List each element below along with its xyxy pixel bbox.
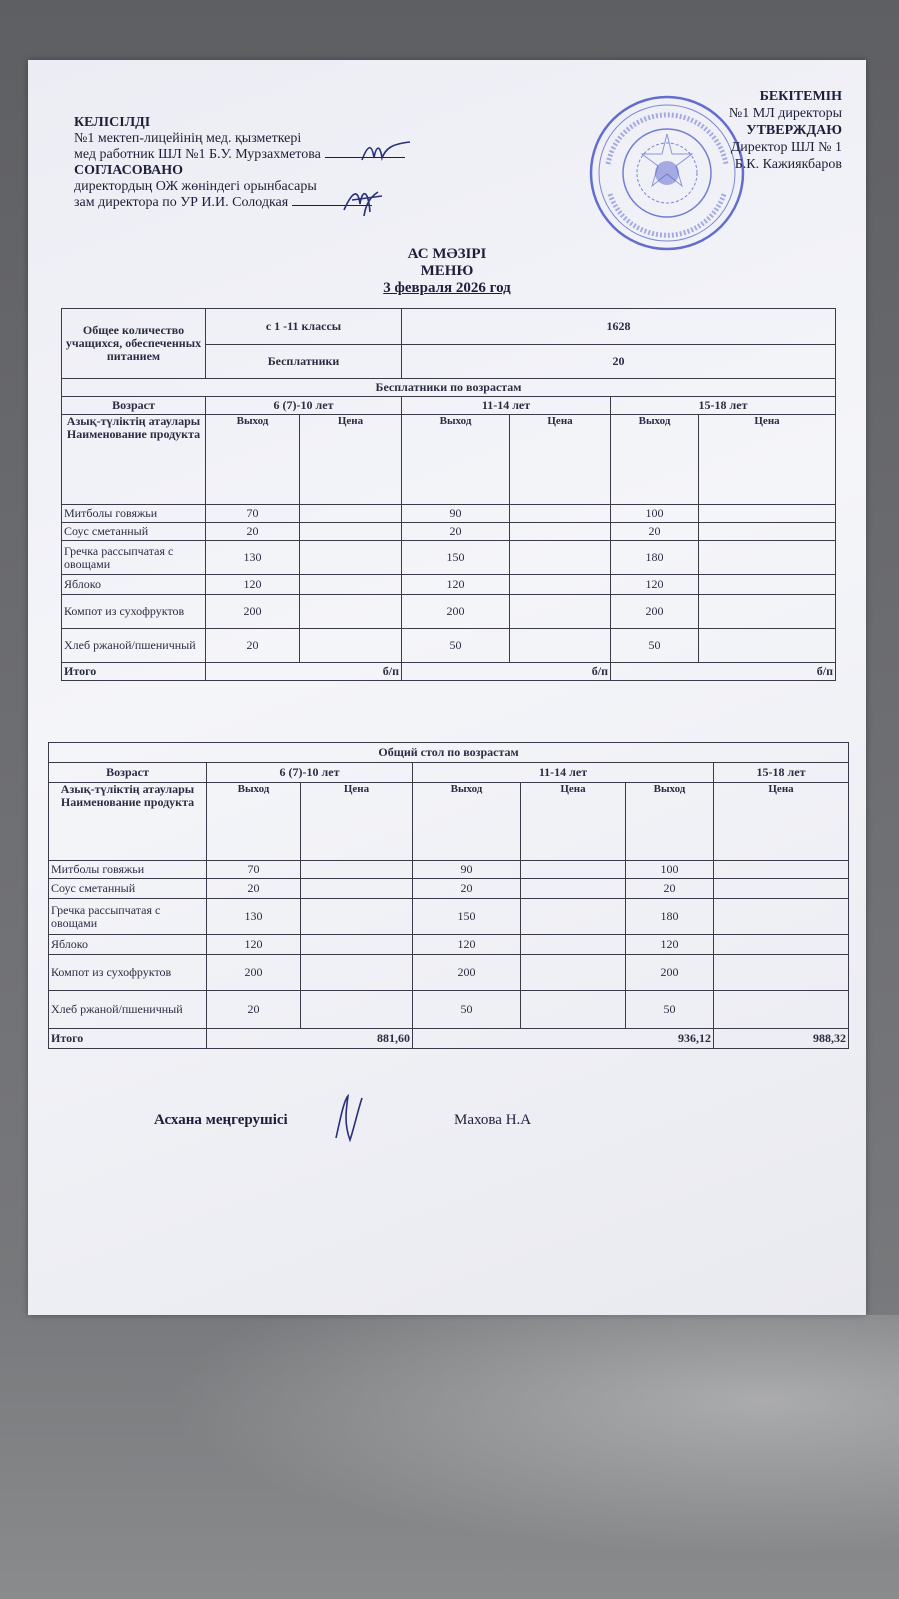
- total-age-2: б/п: [402, 663, 611, 681]
- coordinated-label: СОГЛАСОВАНО: [74, 163, 183, 178]
- nurse-position-kz: №1 мектеп-лицейінің мед. қызметкері: [74, 131, 302, 146]
- yield-header: Выход: [402, 415, 510, 505]
- yield-value: 20: [611, 523, 699, 541]
- yield-value: 50: [626, 991, 714, 1029]
- yield-value: 20: [207, 991, 301, 1029]
- total-age-1: 881,60: [207, 1029, 413, 1049]
- age-group-2: 11-14 лет: [413, 763, 714, 783]
- yield-header: Выход: [206, 415, 300, 505]
- table-row: [49, 899, 849, 935]
- price-header: Цена: [301, 783, 413, 861]
- yield-value: 120: [626, 935, 714, 955]
- table-row: [49, 935, 849, 955]
- yield-value: 20: [413, 879, 521, 899]
- manager-signature-icon: [328, 1090, 368, 1146]
- product-header: Азық-түліктің атаулары Наименование продукта: [49, 783, 207, 861]
- canteen-manager-name: Махова Н.А: [454, 1112, 532, 1128]
- table-row: [62, 575, 836, 595]
- yield-value: 120: [206, 575, 300, 595]
- deputy-signature-icon: [338, 182, 388, 222]
- product-name: Хлеб ржаной/пшеничный: [49, 991, 207, 1029]
- general-table: [48, 742, 849, 1049]
- table-row: [49, 991, 849, 1029]
- director-position-ru: Директор ШЛ № 1: [730, 140, 842, 155]
- product-name: Яблоко: [49, 935, 207, 955]
- menu-document: [28, 60, 866, 1315]
- table-row: [49, 861, 849, 879]
- classes-count: 1628: [402, 309, 836, 345]
- yield-value: 200: [206, 595, 300, 629]
- product-name: Гречка рассыпчатая с овощами: [62, 541, 206, 575]
- general-section-title: Общий стол по возрастам: [49, 743, 849, 763]
- table-surface: [0, 1315, 899, 1599]
- price-header: Цена: [521, 783, 626, 861]
- canteen-manager-label: Асхана меңгерушісі: [154, 1112, 288, 1128]
- yield-value: 70: [207, 861, 301, 879]
- students-count-label: Общее количество учащихся, обеспеченных питанием: [62, 309, 206, 379]
- table-row: [62, 541, 836, 575]
- product-header: Азық-түліктің атаулары Наименование продукта: [62, 415, 206, 505]
- yield-value: 150: [413, 899, 521, 935]
- yield-value: 200: [611, 595, 699, 629]
- price-header: Цена: [510, 415, 611, 505]
- yield-value: 200: [402, 595, 510, 629]
- yield-value: 180: [611, 541, 699, 575]
- page-title: [28, 246, 866, 297]
- total-age-3: 988,32: [714, 1029, 849, 1049]
- table-row: [62, 629, 836, 663]
- table-row: [62, 505, 836, 523]
- total-row: [49, 1029, 849, 1049]
- yield-value: 180: [626, 899, 714, 935]
- product-name: Соус сметанный: [62, 523, 206, 541]
- free-count: 20: [402, 345, 836, 379]
- title-ru: МЕНЮ: [420, 263, 474, 279]
- yield-header: Выход: [626, 783, 714, 861]
- yield-value: 130: [206, 541, 300, 575]
- director-position-kz: №1 МЛ директоры: [728, 106, 842, 121]
- price-header: Цена: [714, 783, 849, 861]
- product-name: Компот из сухофруктов: [62, 595, 206, 629]
- yield-header: Выход: [611, 415, 699, 505]
- title-kz: АС МӘЗІРІ: [407, 246, 487, 262]
- total-age-1: б/п: [206, 663, 402, 681]
- yield-value: 20: [206, 523, 300, 541]
- product-name: Компот из сухофруктов: [49, 955, 207, 991]
- yield-value: 50: [611, 629, 699, 663]
- official-seal-icon: [588, 94, 746, 252]
- free-section-title: Бесплатники по возрастам: [62, 379, 836, 397]
- total-age-3: б/п: [611, 663, 836, 681]
- yield-value: 120: [611, 575, 699, 595]
- age-label: Возраст: [62, 397, 206, 415]
- product-name: Яблоко: [62, 575, 206, 595]
- age-group-1: 6 (7)-10 лет: [207, 763, 413, 783]
- price-header: Цена: [699, 415, 836, 505]
- yield-value: 120: [413, 935, 521, 955]
- yield-value: 50: [413, 991, 521, 1029]
- yield-value: 20: [206, 629, 300, 663]
- yield-value: 50: [402, 629, 510, 663]
- nurse-position-ru: мед работник ШЛ №1 Б.У. Мурзахметова: [74, 147, 405, 163]
- age-group-2: 11-14 лет: [402, 397, 611, 415]
- agreed-label: КЕЛІСІЛДІ: [74, 115, 151, 130]
- yield-value: 70: [206, 505, 300, 523]
- table-row: [49, 879, 849, 899]
- yield-value: 20: [626, 879, 714, 899]
- yield-value: 200: [207, 955, 301, 991]
- yield-value: 100: [626, 861, 714, 879]
- table-row: [62, 523, 836, 541]
- deputy-position-ru: зам директора по УР И.И. Солодкая: [74, 195, 405, 211]
- free-meals-table: [61, 308, 836, 681]
- yield-value: 90: [413, 861, 521, 879]
- yield-value: 120: [207, 935, 301, 955]
- yield-value: 200: [626, 955, 714, 991]
- yield-value: 90: [402, 505, 510, 523]
- nurse-signature-icon: [358, 138, 418, 168]
- table-row: [49, 955, 849, 991]
- age-label: Возраст: [49, 763, 207, 783]
- approve-label-kz: БЕКІТЕМІН: [759, 89, 842, 104]
- table-row: [62, 595, 836, 629]
- yield-header: Выход: [413, 783, 521, 861]
- yield-value: 120: [402, 575, 510, 595]
- yield-header: Выход: [207, 783, 301, 861]
- product-name: Гречка рассыпчатая с овощами: [49, 899, 207, 935]
- product-name: Соус сметанный: [49, 879, 207, 899]
- approval-block-right: [729, 88, 842, 173]
- director-name: Б.К. Кажиякбаров: [734, 157, 842, 172]
- yield-value: 20: [402, 523, 510, 541]
- total-row: [62, 663, 836, 681]
- product-name: Хлеб ржаной/пшеничный: [62, 629, 206, 663]
- approve-label-ru: УТВЕРЖДАЮ: [746, 123, 842, 138]
- total-age-2: 936,12: [413, 1029, 714, 1049]
- product-name: Митболы говяжьи: [62, 505, 206, 523]
- price-header: Цена: [300, 415, 402, 505]
- total-label: Итого: [49, 1029, 207, 1049]
- age-group-3: 15-18 лет: [611, 397, 836, 415]
- classes-label: с 1 -11 классы: [206, 309, 402, 345]
- yield-value: 200: [413, 955, 521, 991]
- age-group-1: 6 (7)-10 лет: [206, 397, 402, 415]
- age-group-3: 15-18 лет: [714, 763, 849, 783]
- deputy-position-kz: директордың ОЖ жөніндегі орынбасары: [74, 179, 317, 194]
- total-label: Итого: [62, 663, 206, 681]
- free-label: Бесплатники: [206, 345, 402, 379]
- menu-date: 3 февраля 2026 год: [383, 280, 511, 296]
- yield-value: 100: [611, 505, 699, 523]
- yield-value: 20: [207, 879, 301, 899]
- yield-value: 130: [207, 899, 301, 935]
- yield-value: 150: [402, 541, 510, 575]
- product-name: Митболы говяжьи: [49, 861, 207, 879]
